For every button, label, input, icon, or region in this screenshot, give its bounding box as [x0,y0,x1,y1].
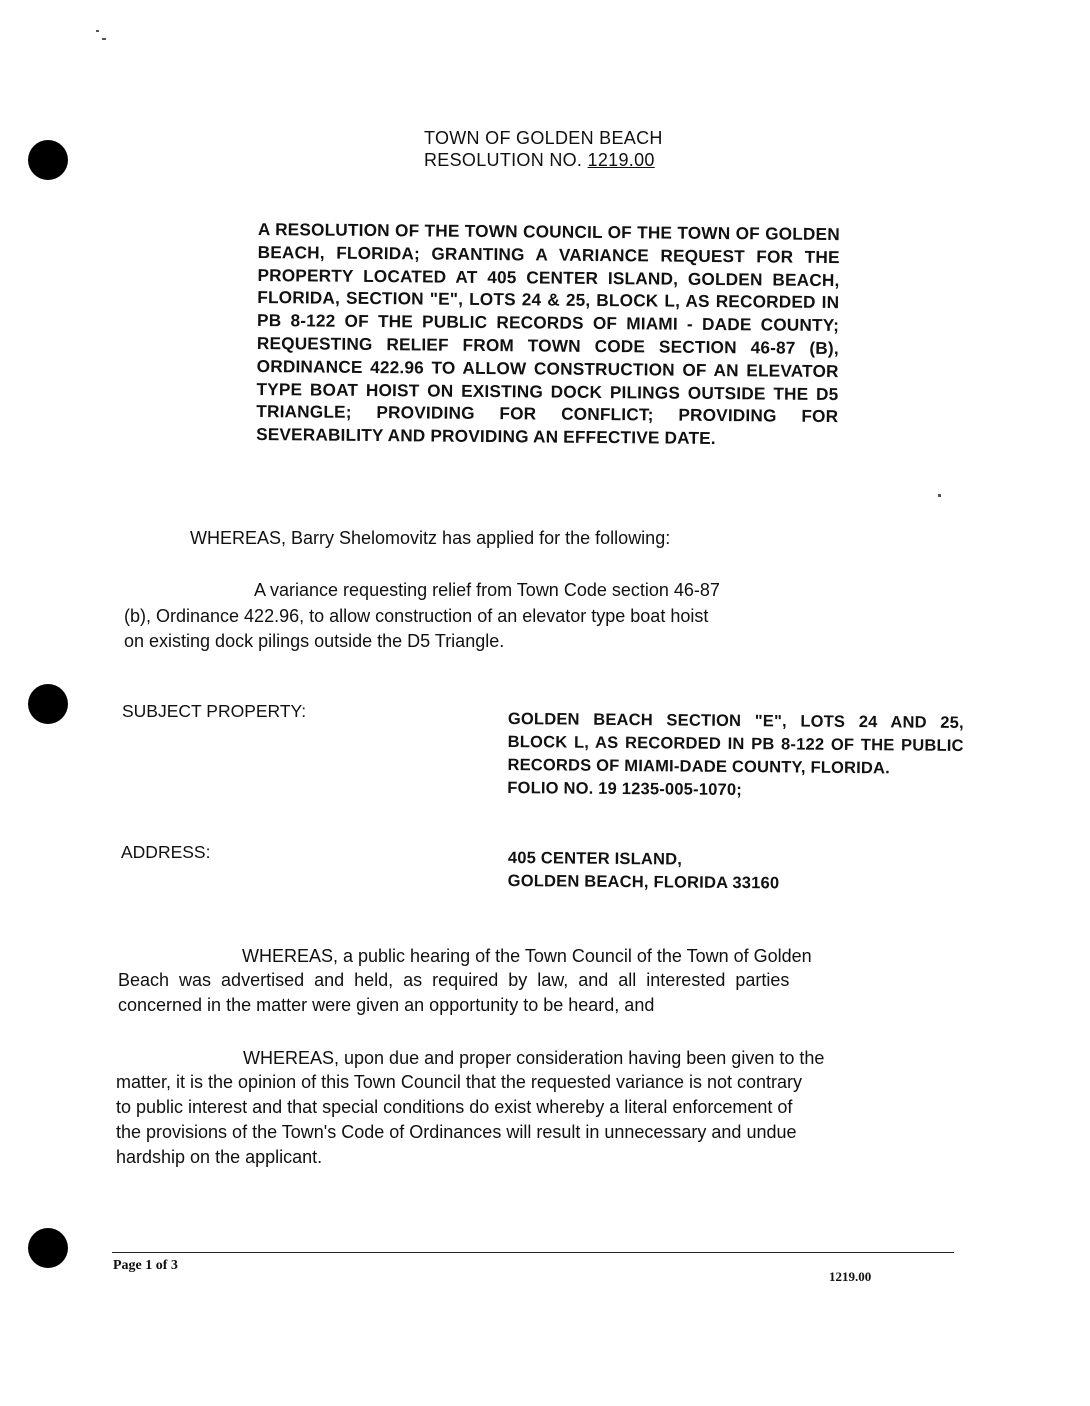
consideration-line-1: WHEREAS, upon due and proper consideration having been given to the [243,1048,825,1068]
consideration-line-5: hardship on the applicant. [116,1147,323,1167]
hearing-line-1: WHEREAS, a public hearing of the Town Council of the Town of Golden [242,946,812,966]
consideration-line-2: matter, it is the opinion of this Town Council that the requested variance is not contrary [116,1072,803,1092]
whereas-applicant: WHEREAS, Barry Shelomovitz has applied for the following: [190,528,671,548]
punch-hole-bottom [28,1228,68,1268]
resolution-heading [424,150,655,171]
town-heading: TOWN OF GOLDEN BEACH [424,128,663,148]
resolution-number: 1219.00 [587,150,655,170]
variance-line-1: A variance requesting relief from Town Code section 46-87 [254,580,720,600]
punch-hole-middle [28,684,68,724]
scan-speck [938,494,941,497]
folio-number: FOLIO NO. 19 1235-005-1070; [507,778,743,800]
subject-property-value [507,708,964,804]
address-value [508,847,964,897]
variance-line-2: (b), Ordinance 422.96, to allow construction of an elevator type boat hoist [124,606,709,626]
address-label: ADDRESS: [121,842,211,862]
footer-doc-number: 1219.00 [829,1269,872,1284]
punch-hole-top [28,140,68,180]
subject-property-label: SUBJECT PROPERTY: [122,701,307,721]
consideration-line-4: the provisions of the Town's Code of Ordinances will result in unnecessary and undue [116,1122,797,1142]
subject-property-description: GOLDEN BEACH SECTION "E", LOTS 24 AND 25, BLOCK L, AS RECORDED IN PB 8-122 OF THE PUBLIC RECORDS OF MIAMI-DADE COUNTY, FLORIDA. [507,709,964,778]
scan-speck [96,30,99,32]
hearing-line-3: concerned in the matter were given an opportunity to be heard, and [118,995,655,1015]
resolution-prefix: RESOLUTION NO. [424,150,583,170]
variance-line-3: on existing dock pilings outside the D5 Triangle. [124,631,505,651]
hearing-line-2: Beach was advertised and held, as required by law, and all interested parties [118,970,790,990]
address-line-2: GOLDEN BEACH, FLORIDA 33160 [507,871,780,893]
address-line-1: 405 CENTER ISLAND, [507,848,683,869]
scan-speck [102,38,106,40]
page-indicator: Page 1 of 3 [113,1258,178,1273]
consideration-line-3: to public interest and that special conditions do exist whereby a literal enforcement of [116,1097,793,1117]
footer-rule [112,1252,954,1253]
resolution-title-block: A RESOLUTION OF THE TOWN COUNCIL OF THE TOWN OF GOLDEN BEACH, FLORIDA; GRANTING A VARIANCE REQUEST FOR THE PROPERTY LOCATED AT 405 CENTER ISLAND, GOLDEN BEACH, FLORIDA, SECTION "E", LOTS 24 & 25, BLOCK L, AS RECORDED IN PB 8-122 OF THE PUBLIC RECORDS OF MIAMI - DADE COUNTY; REQUESTING RELIEF FROM TOWN CODE SECTION 46-87 (B), ORDINANCE 422.96 TO ALLOW CONSTRUCTION OF AN ELEVATOR TYPE BOAT HOIST ON EXISTING DOCK PILINGS OUTSIDE THE D5 TRIANGLE; PROVIDING FOR CONFLICT; PROVIDING FOR SEVERABILITY AND PROVIDING AN EFFECTIVE DATE. [256,218,840,449]
